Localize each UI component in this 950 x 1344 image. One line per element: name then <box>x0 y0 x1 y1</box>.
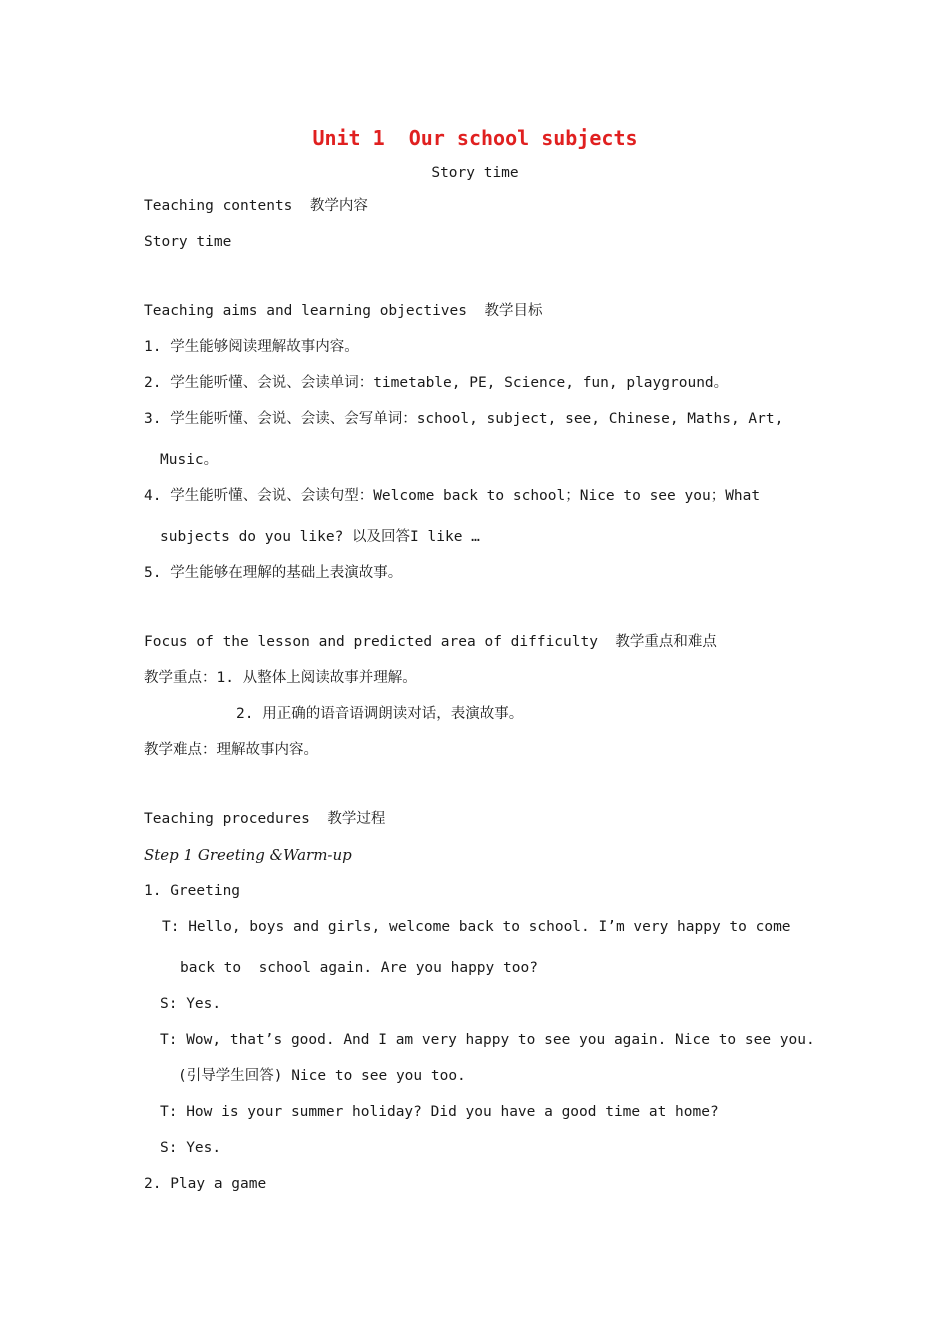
dialogue-line-1: T: Hello, boys and girls, welcome back to school. I’m very happy to come <box>162 919 791 935</box>
procedures-heading: Teaching procedures 教学过程 <box>144 811 386 827</box>
dialogue-line-5: S: Yes. <box>160 1140 222 1156</box>
dialogue-line-3-cont: (引导学生回答) Nice to see you too. <box>178 1068 466 1084</box>
step-1-heading: Step 1 Greeting &Warm-up <box>144 846 352 864</box>
contents-heading: Teaching contents 教学内容 <box>144 198 368 214</box>
dialogue-line-4: T: How is your summer holiday? Did you have a good time at home? <box>160 1104 719 1120</box>
dialogue-line-1-cont: back to school again. Are you happy too? <box>180 960 538 976</box>
aims-item-4-cont: subjects do you like? 以及回答I like … <box>160 529 480 545</box>
aims-item-1: 1. 学生能够阅读理解故事内容。 <box>144 339 359 355</box>
dialogue-line-2: S: Yes. <box>160 996 222 1012</box>
focus-key-2: 2. 用正确的语音语调朗读对话，表演故事。 <box>236 706 524 722</box>
dialogue-line-3: T: Wow, that’s good. And I am very happy to see you again. Nice to see you. <box>160 1032 815 1048</box>
aims-item-4: 4. 学生能听懂、会说、会读句型：Welcome back to school；Nice to see you；What <box>144 488 761 504</box>
aims-item-5: 5. 学生能够在理解的基础上表演故事。 <box>144 565 403 581</box>
aims-heading: Teaching aims and learning objectives 教学目标 <box>144 303 543 319</box>
focus-key-1: 教学重点：1. 从整体上阅读故事并理解。 <box>144 670 417 686</box>
aims-item-3: 3. 学生能听懂、会说、会读、会写单词：school, subject, see, Chinese, Maths, Art, <box>144 411 784 427</box>
page-title: Unit 1 Our school subjects <box>312 126 638 150</box>
contents-text: Story time <box>144 234 232 250</box>
game-label: 2. Play a game <box>144 1176 267 1192</box>
page-subtitle: Story time <box>431 165 519 181</box>
greeting-label: 1. Greeting <box>144 883 241 899</box>
focus-heading: Focus of the lesson and predicted area of difficulty 教学重点和难点 <box>144 634 717 650</box>
aims-item-2: 2. 学生能听懂、会说、会读单词：timetable, PE, Science, fun, playground。 <box>144 375 729 391</box>
aims-item-3-cont: Music。 <box>160 452 219 468</box>
focus-difficulty: 教学难点：理解故事内容。 <box>144 742 318 758</box>
